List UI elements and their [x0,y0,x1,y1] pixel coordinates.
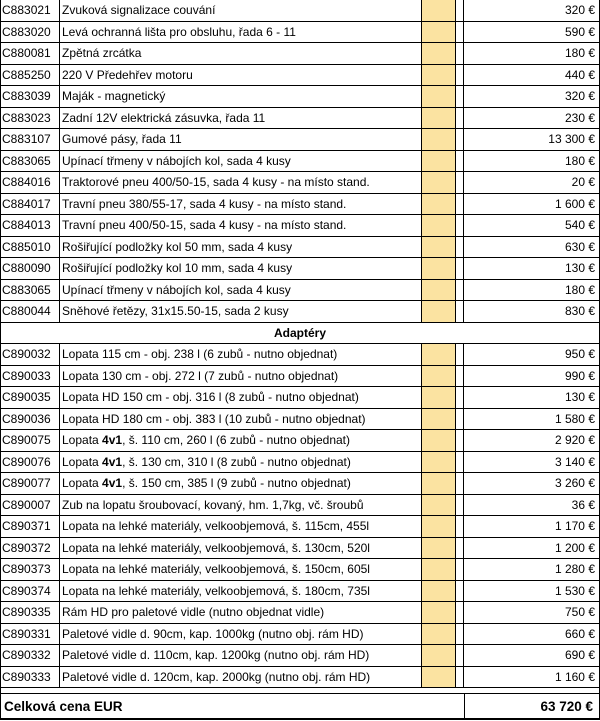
empty-cell [456,602,464,623]
highlight-cell [422,65,456,86]
item-code: C883065 [0,280,60,301]
highlight-cell [422,215,456,236]
item-code: C890036 [0,409,60,430]
item-price: 950 € [464,344,600,365]
item-price: 660 € [464,624,600,645]
empty-cell [456,430,464,451]
item-code: C890373 [0,559,60,580]
table-row [0,43,600,65]
item-price: 990 € [464,366,600,387]
table-row [0,667,600,689]
item-code: C883107 [0,129,60,150]
empty-cell [456,22,464,43]
item-description [60,366,422,387]
item-description [60,280,422,301]
item-price: 1 580 € [464,409,600,430]
item-code: C890007 [0,495,60,516]
item-price: 130 € [464,387,600,408]
item-price: 13 300 € [464,129,600,150]
empty-cell [456,366,464,387]
table-row [0,280,600,302]
highlight-cell [422,538,456,559]
empty-cell [456,86,464,107]
item-price: 130 € [464,258,600,279]
highlight-cell [422,366,456,387]
item-price: 320 € [464,0,600,21]
item-price: 180 € [464,280,600,301]
description-part: , š. 130 cm, 310 l (8 zubů - nutno objednat) [122,454,351,469]
empty-cell [456,43,464,64]
empty-cell [456,194,464,215]
section-title: Adaptéry [273,325,326,340]
item-description [60,344,422,365]
item-description [60,581,422,602]
total-row [0,694,600,720]
highlight-cell [422,86,456,107]
description-bold-part: 4v1 [102,454,123,469]
item-price: 1 530 € [464,581,600,602]
highlight-cell [422,667,456,688]
highlight-cell [422,280,456,301]
item-description [60,215,422,236]
item-description [60,172,422,193]
item-code: C880044 [0,301,60,322]
description-part: Sněhové řetězy, 31x15.50-15, sada 2 kusy [62,304,289,318]
item-code: C884016 [0,172,60,193]
description-part: Travní pneu 380/55-17, sada 4 kusy - na místo stand. [62,196,347,211]
item-description [60,430,422,451]
item-code: C890035 [0,387,60,408]
highlight-cell [422,108,456,129]
table-row [0,581,600,603]
description-part: Lopata 115 cm - obj. 238 l (6 zubů - nutno objednat) [62,347,338,361]
table-row [0,387,600,409]
item-description [60,258,422,279]
table-row [0,108,600,130]
empty-cell [456,667,464,688]
item-price: 1 160 € [464,667,600,688]
empty-cell [456,473,464,494]
description-part: Maják - magnetický [62,89,166,103]
table-row [0,215,600,237]
table-row [0,86,600,108]
item-code: C883039 [0,86,60,107]
highlight-cell [422,151,456,172]
highlight-cell [422,581,456,602]
table-row [0,0,600,22]
item-description [60,602,422,623]
empty-cell [456,129,464,150]
item-code: C880081 [0,43,60,64]
table-row [0,151,600,173]
highlight-cell [422,22,456,43]
description-bold-part: 4v1 [102,433,123,447]
item-description [60,151,422,172]
item-code: C890333 [0,667,60,688]
item-description [60,108,422,129]
empty-cell [456,344,464,365]
item-description [60,495,422,516]
highlight-cell [422,237,456,258]
description-part: Travní pneu 400/50-15, sada 4 kusy - na místo stand. [62,218,347,232]
description-part: Lopata 130 cm - obj. 272 l (7 zubů - nutno objednat) [62,368,339,383]
empty-cell [456,581,464,602]
highlight-cell [422,624,456,645]
accessories-rows [0,0,600,323]
empty-cell [456,645,464,666]
table-row [0,538,600,560]
item-code: C885010 [0,237,60,258]
item-price: 2 920 € [464,430,600,451]
description-part: Rošiřující podložky kol 50 mm, sada 4 kusy [62,239,293,254]
item-price: 440 € [464,65,600,86]
item-price: 540 € [464,215,600,236]
description-part: Paletové vidle d. 120cm, kap. 2000kg (nutno obj. rám HD) [62,669,371,684]
empty-cell [456,409,464,430]
item-code: C890032 [0,344,60,365]
empty-cell [456,172,464,193]
description-part: Lopata na lehké materiály, velkoobjemová, š. 150cm, 605l [62,562,370,576]
description-bold-part: 4v1 [102,476,123,490]
highlight-cell [422,301,456,322]
table-row [0,129,600,151]
description-part: Zub na lopatu šroubovací, kovaný, hm. 1,7kg, vč. šroubů [62,497,364,512]
item-description [60,473,422,494]
description-part: Gumové pásy, řada 11 [62,132,182,146]
item-code: C890374 [0,581,60,602]
table-row [0,559,600,581]
item-price: 230 € [464,108,600,129]
empty-cell [456,452,464,473]
empty-cell [456,65,464,86]
item-description [60,667,422,688]
item-description [60,194,422,215]
item-description [60,86,422,107]
item-price: 1 170 € [464,516,600,537]
item-price: 20 € [464,172,600,193]
item-code: C890371 [0,516,60,537]
highlight-cell [422,645,456,666]
description-part: 220 V Předehřev motoru [62,67,193,82]
item-description [60,538,422,559]
highlight-cell [422,495,456,516]
item-price: 590 € [464,22,600,43]
item-code: C890372 [0,538,60,559]
table-row [0,645,600,667]
item-code: C880090 [0,258,60,279]
highlight-cell [422,559,456,580]
item-code: C884013 [0,215,60,236]
item-code: C890077 [0,473,60,494]
item-code: C883023 [0,108,60,129]
item-description [60,237,422,258]
item-description [60,516,422,537]
empty-cell [456,301,464,322]
highlight-cell [422,430,456,451]
empty-cell [456,151,464,172]
highlight-cell [422,602,456,623]
item-price: 1 280 € [464,559,600,580]
highlight-cell [422,344,456,365]
highlight-cell [422,409,456,430]
item-price: 3 260 € [464,473,600,494]
item-code: C884017 [0,194,60,215]
total-value: 63 720 € [464,694,600,718]
table-row [0,344,600,366]
empty-cell [456,215,464,236]
item-description [60,409,422,430]
empty-cell [456,624,464,645]
description-part: Lopata na lehké materiály, velkoobjemová, š. 180cm, 735l [62,583,370,598]
table-row [0,495,600,517]
table-row [0,602,600,624]
table-row [0,452,600,474]
item-price: 630 € [464,237,600,258]
description-part: Rám HD pro paletové vidle (nutno objednat vidle) [62,605,325,619]
description-part: Zvuková signalizace couvání [62,3,216,17]
item-price: 830 € [464,301,600,322]
item-code: C890332 [0,645,60,666]
table-row [0,172,600,194]
item-code: C885250 [0,65,60,86]
item-code: C890331 [0,624,60,645]
table-row [0,65,600,87]
description-part: , š. 150 cm, 385 l (9 zubů - nutno objednat) [122,476,351,490]
description-part: Zpětná zrcátka [62,46,142,60]
item-code: C890075 [0,430,60,451]
item-description [60,301,422,322]
empty-cell [456,0,464,21]
item-price: 1 200 € [464,538,600,559]
description-part: Paletové vidle d. 110cm, kap. 1200kg (nutno obj. rám HD) [62,648,370,662]
empty-cell [456,495,464,516]
highlight-cell [422,172,456,193]
highlight-cell [422,194,456,215]
description-part: Upínací třmeny v nábojích kol, sada 4 kusy [62,282,291,297]
empty-cell [456,516,464,537]
highlight-cell [422,516,456,537]
empty-cell [456,538,464,559]
description-part: Lopata [62,476,103,490]
item-description [60,65,422,86]
section-header-adapters [0,323,600,345]
table-row [0,258,600,280]
table-row [0,473,600,495]
table-row [0,409,600,431]
item-price: 320 € [464,86,600,107]
table-row [0,301,600,323]
description-part: , š. 110 cm, 260 l (6 zubů - nutno objednat) [122,433,350,447]
item-description [60,22,422,43]
table-row [0,237,600,259]
item-price: 1 600 € [464,194,600,215]
item-code: C883065 [0,151,60,172]
description-part: Lopata [62,454,103,469]
description-part: Lopata [62,433,103,447]
highlight-cell [422,473,456,494]
item-description [60,0,422,21]
item-description [60,559,422,580]
item-code: C890076 [0,452,60,473]
empty-cell [456,237,464,258]
highlight-cell [422,258,456,279]
empty-cell [456,559,464,580]
item-price: 750 € [464,602,600,623]
item-price: 36 € [464,495,600,516]
item-price: 180 € [464,43,600,64]
item-price: 3 140 € [464,452,600,473]
adapter-rows [0,344,600,688]
item-description [60,43,422,64]
empty-cell [456,108,464,129]
highlight-cell [422,0,456,21]
item-description [60,645,422,666]
item-description [60,624,422,645]
item-description [60,387,422,408]
table-row [0,516,600,538]
item-price: 690 € [464,645,600,666]
item-code: C883021 [0,0,60,21]
highlight-cell [422,43,456,64]
item-description [60,452,422,473]
description-part: Levá ochranná lišta pro obsluhu, řada 6 - 11 [62,24,296,39]
description-part: Traktorové pneu 400/50-15, sada 4 kusy - na místo stand. [62,175,370,189]
table-row [0,430,600,452]
table-row [0,194,600,216]
empty-cell [456,258,464,279]
description-part: Paletové vidle d. 90cm, kap. 1000kg (nutno obj. rám HD) [62,626,364,641]
total-label: Celková cena EUR [0,694,464,718]
description-part: Upínací třmeny v nábojích kol, sada 4 kusy [62,153,291,168]
item-code: C890335 [0,602,60,623]
highlight-cell [422,452,456,473]
item-price: 180 € [464,151,600,172]
item-description [60,129,422,150]
empty-cell [456,280,464,301]
table-row [0,22,600,44]
highlight-cell [422,387,456,408]
description-part: Lopata HD 180 cm - obj. 383 l (10 zubů - nutno objednat) [62,411,366,426]
description-part: Lopata HD 150 cm - obj. 316 l (8 zubů - nutno objednat) [62,390,359,404]
description-part: Lopata na lehké materiály, velkoobjemová, š. 115cm, 455l [62,519,370,533]
description-part: Zadní 12V elektrická zásuvka, řada 11 [62,110,266,125]
table-row [0,624,600,646]
item-code: C890033 [0,366,60,387]
table-row [0,366,600,388]
description-part: Rošiřující podložky kol 10 mm, sada 4 kusy [62,261,293,275]
highlight-cell [422,129,456,150]
item-code: C883020 [0,22,60,43]
empty-cell [456,387,464,408]
description-part: Lopata na lehké materiály, velkoobjemová, š. 130cm, 520l [62,540,370,555]
